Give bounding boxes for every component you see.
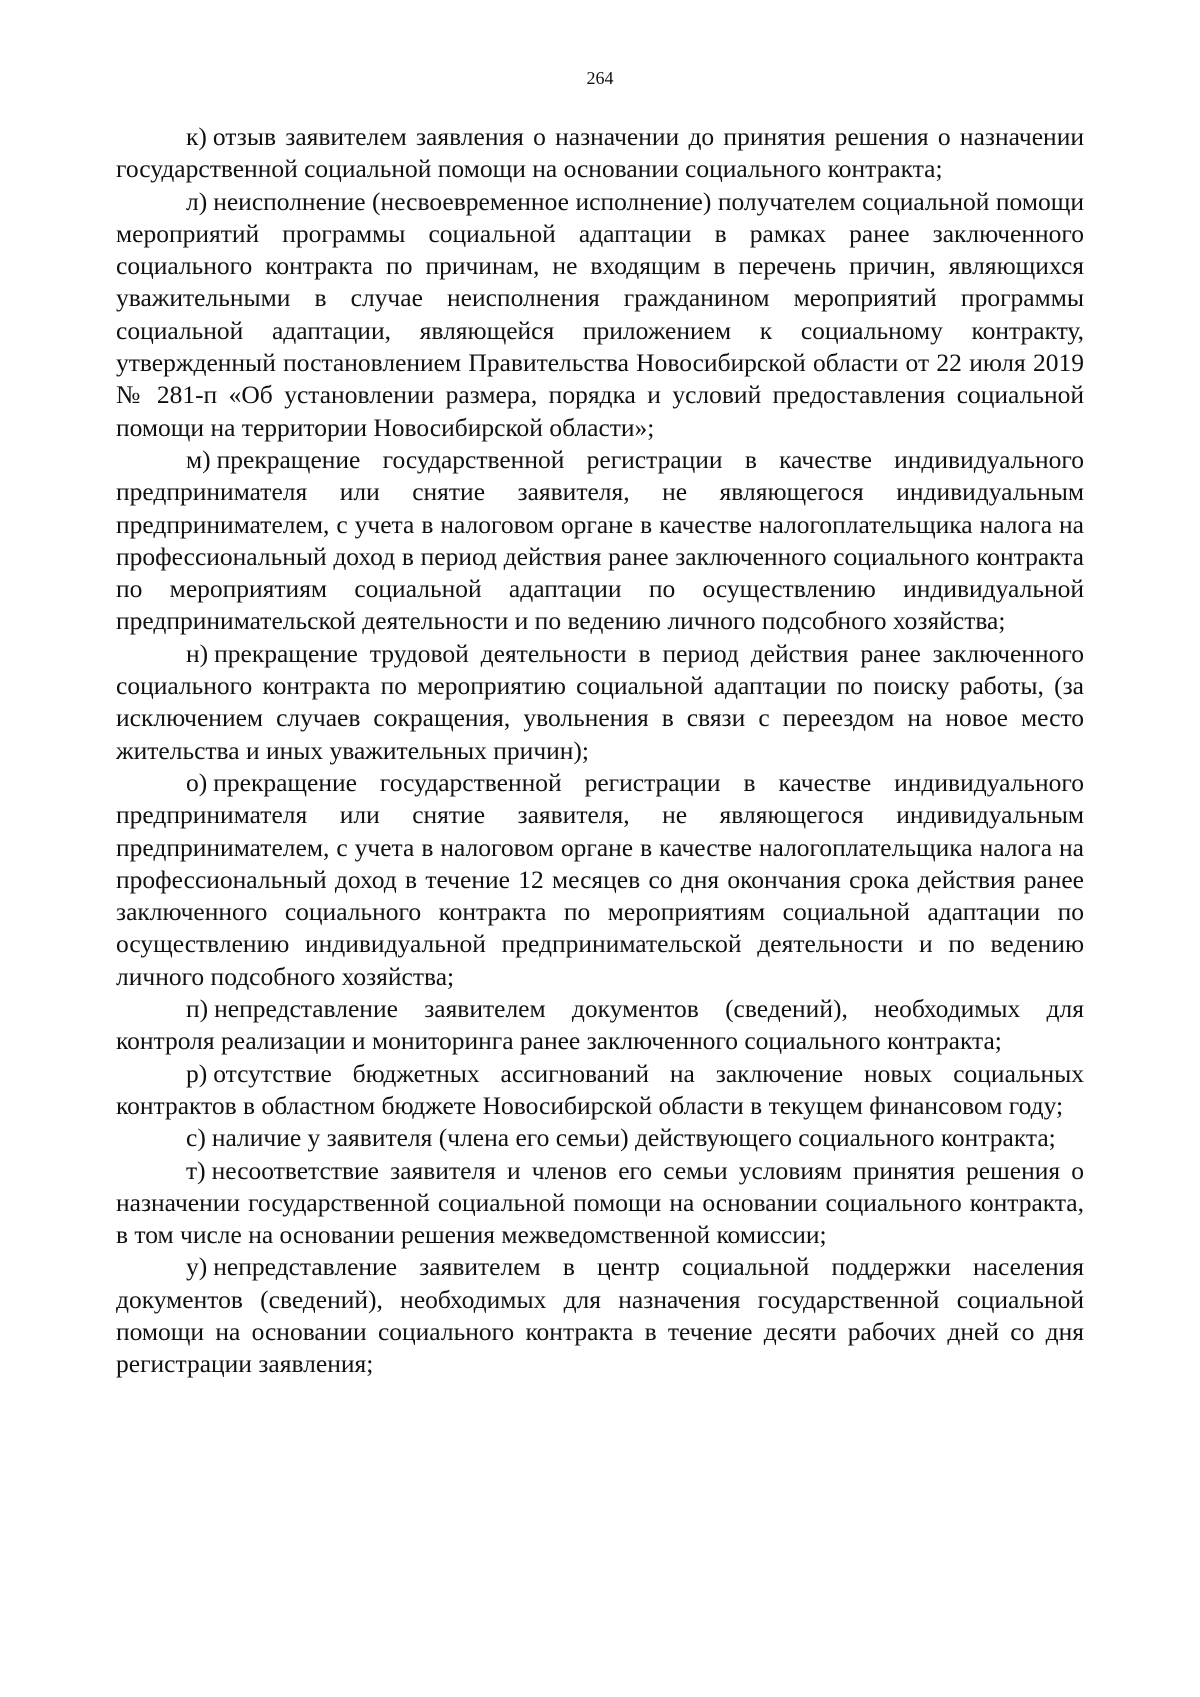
list-item-m: [116, 444, 1084, 638]
list-item-u: [116, 1251, 1084, 1380]
item-text: отсутствие бюджетных ассигнований на заключение новых социальных контрактов в областном бюджете Новосибирской области в текущем финансовом году;: [116, 1058, 1084, 1120]
item-text: непредставление заявителем документов (сведений), необходимых для контроля реализации и мониторинга ранее заключенного социального контракта;: [116, 994, 1084, 1056]
item-letter: л): [186, 186, 208, 216]
item-text: отзыв заявителем заявления о назначении до принятия решения о назначении государственной социальной помощи на основании социального контракта;: [116, 122, 1084, 184]
list-item-r: [116, 1058, 1084, 1123]
item-text: прекращение государственной регистрации в качестве индивидуального предпринимателя или снятие заявителя, не являющегося индивидуальным предпринимателем, с учета в налоговом органе в качестве налогоплательщика налога на профессиональный доход в течение 12 месяцев со дня окончания срока действия ранее заключенного социального контракта по мероприятиям социальной адаптации по осуществлению индивидуальной предпринимательской деятельности и по ведению личного подсобного хозяйства;: [116, 767, 1084, 991]
list-item-l: [116, 186, 1084, 444]
page-number: 264: [586, 68, 614, 88]
item-letter: п): [186, 994, 209, 1024]
list-item-n: [116, 638, 1084, 767]
document-body: [116, 121, 1084, 1381]
item-text: непредставление заявителем в центр социальной поддержки населения документов (сведений), необходимых для назначения государственной социальной помощи на основании социального контракта в течение десяти рабочих дней со дня регистрации заявления;: [116, 1252, 1084, 1379]
item-letter: н): [186, 638, 209, 668]
item-text: неисполнение (несвоевременное исполнение) получателем социальной помощи мероприятий программы социальной адаптации в рамках ранее заключенного социального контракта по причинам, не входящим в перечень причин, являющихся уважительными в случае неисполнения гражданином мероприятий программы социальной адаптации, являющейся приложением к социальному контракту, утвержденный постановлением Правительства Новосибирской области от 22 июля 2019 № 281-п «Об установлении размера, порядка и условий предоставления социальной помощи на территории Новосибирской области»;: [116, 186, 1084, 442]
list-item-t: [116, 1155, 1084, 1252]
item-text: прекращение государственной регистрации в качестве индивидуального предпринимателя или снятие заявителя, не являющегося индивидуальным предпринимателем, с учета в налоговом органе в качестве налогоплательщика налога на профессиональный доход в период действия ранее заключенного социального контракта по мероприятиям социальной адаптации по осуществлению индивидуальной предпринимательской деятельности и по ведению личного подсобного хозяйства;: [116, 444, 1084, 636]
list-item-k: [116, 121, 1084, 186]
list-item-s: [116, 1122, 1084, 1154]
item-letter: к): [186, 122, 207, 151]
item-letter: с): [186, 1123, 206, 1153]
item-letter: о): [186, 767, 208, 797]
list-item-p: [116, 993, 1084, 1058]
item-letter: т): [186, 1155, 206, 1185]
item-text: наличие у заявителя (члена его семьи) действующего социального контракта;: [211, 1123, 1056, 1153]
item-letter: р): [186, 1058, 208, 1088]
list-item-o: [116, 767, 1084, 993]
item-letter: у): [186, 1252, 208, 1282]
item-text: несоответствие заявителя и членов его семьи условиям принятия решения о назначении государственной социальной помощи на основании социального контракта, в том числе на основании решения межведомственной комиссии;: [116, 1155, 1084, 1250]
item-text: прекращение трудовой деятельности в период действия ранее заключенного социального контракта по мероприятию социальной адаптации по поиску работы, (за исключением случаев сокращения, увольнения в связи с переездом на новое место жительства и иных уважительных причин);: [116, 638, 1084, 765]
item-letter: м): [186, 444, 211, 474]
